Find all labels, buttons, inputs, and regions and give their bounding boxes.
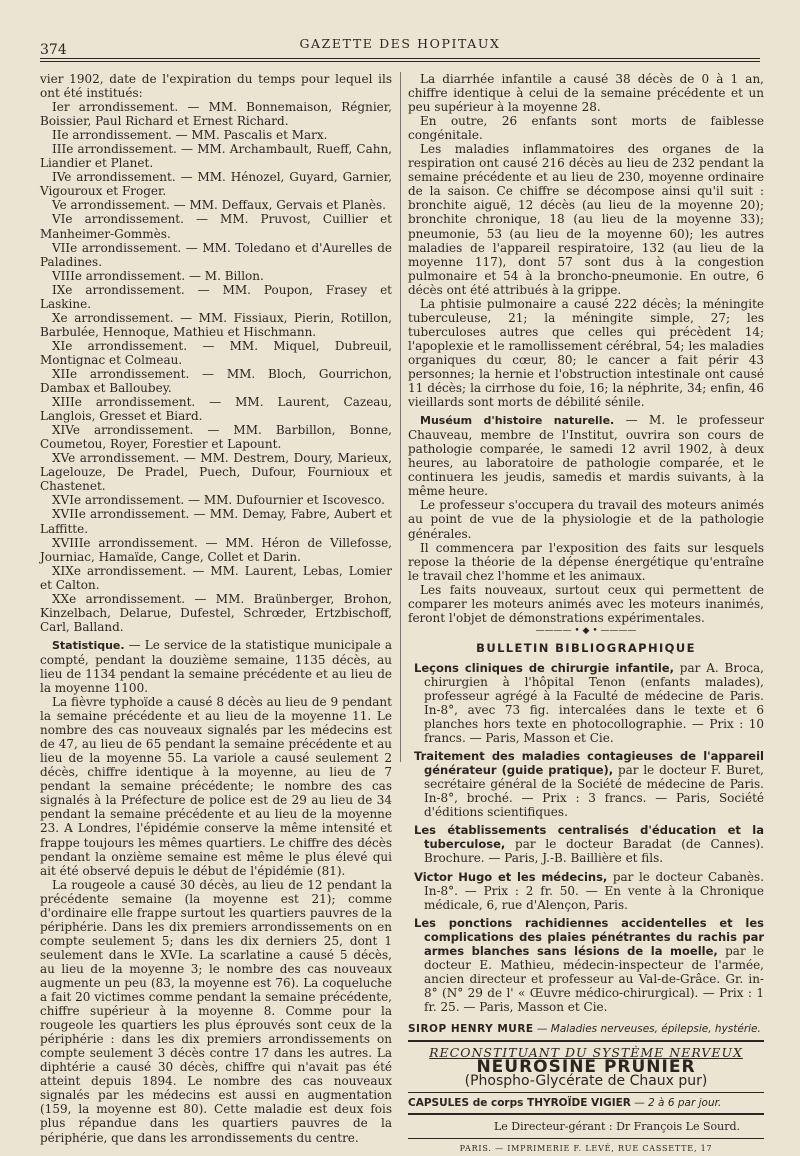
ad-sirop [408, 1022, 764, 1036]
body-paragraph: La phtisie pulmonaire a causé 222 décès; la méningite tuberculeuse, 21; la méningite simple, 27; les tuberculoses autres que celles qui précèdent 14; l'apoplexie et le ramollissement cérébral, 54; les maladies organiques du cœur, 80; le cancer a fait périr 43 personnes; la hernie et l'obstruction intestinale ont causé 11 décès; la cirrhose du foie, 16; la néphrite, 34; enfin, 46 vieillards sont morts de débilité sénile. [408, 296, 764, 410]
arrondissement-item: Ve arrondissement. — MM. Deffaux, Gervais et Planès. [52, 198, 386, 213]
arrondissement-item: IIe arrondissement. — MM. Pascalis et Marx. [52, 128, 328, 143]
ad-capsules-text: — 2 à 6 par jour. [630, 1097, 722, 1110]
bibliography-entry [408, 749, 764, 819]
right-column [408, 72, 764, 1156]
arrondissement-item: IXe arrondissement. — MM. Poupon, Frasey et Laskine. [40, 282, 392, 311]
arrondissement-item: XIXe arrondissement. — MM. Laurent, Lebas, Lomier et Calton. [40, 563, 392, 592]
bibliography-details: par le docteur Cabanès. In-8°. — Prix : 2 fr. 50. — En vente à la Chronique médicale, 6, rue d'Alençon, Paris. [424, 869, 765, 912]
arrondissement-item: IIIe arrondissement. — MM. Archambault, Rueff, Cahn, Liandier et Planet. [40, 142, 392, 171]
ad-phospho: (Phospho-Glycérate de Chaux pur) [464, 1073, 708, 1090]
bibliography-details: par le docteur Baradat (de Cannes). Brochure. — Paris, J.-B. Baillière et fils. [424, 837, 764, 866]
bibliography-entry [408, 823, 764, 865]
bibliography-details: par le docteur E. Mathieu, médecin-inspecteur de l'armée, ancien directeur et professeur au Val-de-Grâce. Gr. in-8° (N° 29 de l' « Œuvre médico-chirurgical). — Prix : 1 fr. 25. — Paris, Masson et Cie. [424, 943, 764, 1014]
arrondissement-item: XIVe arrondissement. — MM. Barbillon, Bonne, Coumetou, Royer, Forestier et Lapount. [40, 423, 392, 452]
director-line: Le Directeur-gérant : Dr François Le Sourd. [493, 1120, 740, 1134]
ad-reconstituant: RECONSTITUANT DU SYSTÈME NERVEUX [408, 1040, 764, 1060]
bibliography-entry [408, 916, 764, 1014]
arrondissement-item: XVIe arrondissement. — MM. Dufournier et Iscovesco. [52, 493, 385, 508]
intro-text: vier 1902, date de l'expiration du temps pour lequel ils ont été institués: [40, 72, 392, 101]
body-paragraph: Les faits nouveaux, surtout ceux qui permettent de comparer les moteurs animés avec les moteurs inanimés, feront l'objet de démonstrations expérimentales. [408, 582, 764, 625]
arrondissement-item: XIIIe arrondissement. — MM. Laurent, Cazeau, Langlois, Gresset et Biard. [40, 395, 392, 424]
arrondissement-item: VIIe arrondissement. — MM. Toledano et d'Aurelles de Paladines. [40, 240, 392, 269]
body-paragraph: Le professeur s'occupera du travail des moteurs animés au point de vue de la physiologie et de la pathologie générales. [408, 498, 764, 541]
printer-line: PARIS. — IMPRIMERIE F. LEVÉ, RUE CASSETTE, 17 [408, 1138, 764, 1156]
statistique-text: — Le service de la statistique municipale a compté, pendant la douzième semaine, 1135 décès, au lieu de 1134 pendant la semaine précédente et au lieu de la moyenne 1100. [40, 637, 392, 696]
body-paragraph: Les maladies inflammatoires des organes de la respiration ont causé 216 décès au lieu de 232 pendant la semaine précédente et au lieu de 230, moyenne ordinaire de la saison. Ce chiffre se décompose ainsi qu'il suit : bronchite aiguë, 12 décès (au lieu de la moyenne 20); bronchite chronique, 18 (au lieu de la moyenne 33); pneumonie, 53 (au lieu de la moyenne 60); les autres maladies de l'appareil respiratoire, 132 (au lieu de la moyenne 117), dont 57 sont dus à la congestion pulmonaire et 54 à la broncho-pneumonie. En outre, 6 décès ont été attribués à la grippe. [408, 142, 764, 297]
ad-sirop-name: SIROP HENRY MURE [408, 1023, 534, 1035]
header-rule-2 [40, 61, 760, 62]
museum-text: — M. le professeur Chauveau, membre de l'Institut, ouvrira son cours de pathologie comparée, le samedi 12 avril 1902, à deux heures, au laboratoire de pathologie comparée, et le continuera les jeudis, samedis et mardis suivants, à la même heure. [408, 413, 764, 499]
page-number: 374 [40, 42, 67, 58]
bibliography-title: Les établissements centralisés d'éducation et la tuberculose, [414, 823, 764, 852]
bibliography-list [408, 661, 764, 1014]
bibliography-title: Victor Hugo et les médecins, [414, 869, 608, 884]
arrondissement-item: XVIIIe arrondissement. — MM. Héron de Villefosse, Journiac, Hamaïde, Cange, Collet et Darin. [40, 535, 392, 564]
arrondissement-item: IVe arrondissement. — MM. Hénozel, Guyard, Garnier, Vigouroux et Froger. [40, 170, 392, 199]
body-paragraph: La rougeole a causé 30 décès, au lieu de 12 pendant la précédente semaine (la moyenne est 21); comme d'ordinaire elle frappe surtout les quartiers pauvres de la périphérie. Dans les dix premiers arrondissements on en compte seulement 5; dans les dix derniers 25, dont 1 seulement dans le XVIe. La scarlatine a causé 5 décès, au lieu de la moyenne 3; le nombre des cas nouveaux augmente un peu (83, la moyenne est 76). La coqueluche a fait 20 victimes comme pendant la semaine précédente, chiffre supérieur à la moyenne 8. Comme pour la rougeole les quartiers les plus éprouvés sont ceux de la périphérie : dans les dix premiers arrondissements on compte seulement 3 décès contre 17 dans les autres. La diphtérie a causé 30 décès, chiffre qui n'avait pas été atteint depuis 1894. Le nombre des cas nouveaux signalés par les médecins est aussi en augmentation (159, la moyenne est 80). Cette maladie est deux fois plus répandue dans les quartiers pauvres de la périphérie, que dans les arrondissements du centre. [40, 877, 392, 1145]
arrondissement-item: XIIe arrondissement. — MM. Bloch, Gourrichon, Dambax et Balloubey. [40, 366, 392, 396]
column-divider [400, 72, 401, 762]
arrondissement-item: Ier arrondissement. — MM. Bonnemaison, Régnier, Boissier, Paul Richard et Ernest Richard. [40, 100, 392, 129]
ornament-divider: ———— • ◆ • ———— [535, 625, 637, 636]
ad-neurosine: NEUROSINE PRUNIER [476, 1057, 696, 1078]
body-paragraph: En outre, 26 enfants sont morts de faiblesse congénitale. [408, 114, 764, 143]
arrondissement-item: XXe arrondissement. — MM. Braünberger, Brohon, Kinzelbach, Delarue, Dufestel, Schrœder, Ertzbischoff, Carl, Balland. [40, 591, 392, 634]
statistique-paragraph [40, 638, 392, 695]
bibliography-title: Les ponctions rachidiennes accidentelles et les complications des plaies pénétrantes du rachis par armes blanches sans lésions de la moelle, [414, 915, 764, 958]
bulletin-title: BULLETIN BIBLIOGRAPHIQUE [476, 640, 696, 655]
arrondissement-item: Xe arrondissement. — MM. Fissiaux, Pierin, Rotillon, Barbulée, Hennoque, Mathieu et Hischmann. [40, 310, 392, 339]
arrondissement-item: XIe arrondissement. — MM. Miquel, Dubreuil, Montignac et Colmeau. [40, 338, 392, 367]
bibliography-title: Leçons cliniques de chirurgie infantile, [414, 660, 674, 675]
bibliography-details: par le docteur F. Buret, secrétaire général de la Société de médecine de Paris. In-8°, broché. — Prix : 3 francs. — Paris, Société d'éditions scientifiques. [424, 763, 764, 820]
body-paragraph: Il commencera par l'exposition des faits sur lesquels repose la théorie de la dépense énergétique qu'entraîne le travail chez l'homme et les animaux. [408, 540, 764, 583]
museum-heading: Muséum d'histoire naturelle. [420, 414, 615, 428]
bibliography-entry [408, 870, 764, 912]
body-paragraph: La fièvre typhoïde a causé 8 décès au lieu de 9 pendant la semaine précédente et au lieu de la moyenne 11. Le nombre des cas nouveaux signalés par les médecins est de 47, au lieu de 65 pendant la semaine précédente et au lieu de la moyenne 55. La variole a causé seulement 2 décès, chiffre identique à la moyenne, au lieu de 7 pendant la semaine précédente; le nombre des cas signalés à la Préfecture de police est de 29 au lieu de 34 pendant la semaine précédente et au lieu de la moyenne 23. A Londres, l'épidémie conserve la même intensité et frappe toujours les mêmes quartiers. Le chiffre des décès pendant la onzième semaine est même le plus élevé qui ait été observé depuis le début de l'épidémie (81). [40, 695, 392, 878]
bibliography-entry [408, 661, 764, 745]
ad-capsules [408, 1092, 764, 1115]
ad-capsules-name: CAPSULES de corps THYROÏDE VIGIER [408, 1097, 631, 1110]
arrondissement-item: XVe arrondissement. — MM. Destrem, Doury, Marieux, Lagelouze, De Pradel, Puech, Dufour, Fournioux et Chastenet. [40, 451, 392, 494]
bibliography-title: Traitement des maladies contagieuses de l'appareil générateur (guide pratique), [414, 749, 764, 778]
body-paragraph: La diarrhée infantile a causé 38 décès de 0 à 1 an, chiffre identique à celui de la semaine précédente et un peu supérieur à la moyenne 28. [408, 72, 764, 115]
running-title: GAZETTE DES HOPITAUX [299, 36, 501, 51]
arrondissement-item: XVIIe arrondissement. — MM. Demay, Fabre, Aubert et Laffitte. [40, 507, 392, 536]
arrondissement-item: VIIIe arrondissement. — M. Billon. [52, 268, 264, 283]
left-column [40, 72, 392, 1145]
arrondissement-item: VIe arrondissement. — MM. Pruvost, Cuillier et Manheimer-Gommès. [40, 212, 392, 241]
ad-sirop-text: — Maladies nerveuses, épilepsie, hystérie. [533, 1023, 761, 1035]
header-rule [40, 58, 760, 59]
statistique-heading: Statistique. [52, 638, 125, 652]
bibliography-details: par A. Broca, chirurgien à l'hôpital Tenon (enfants malades), professeur agrégé à la Faculté de médecine de Paris. In-8°, avec 73 fig. intercalées dans le texte et 6 planches hors texte en photocollographie. — Prix : 10 francs. — Paris, Masson et Cie. [424, 660, 764, 746]
arrondissement-list [40, 100, 392, 634]
museum-paragraph [408, 413, 764, 498]
